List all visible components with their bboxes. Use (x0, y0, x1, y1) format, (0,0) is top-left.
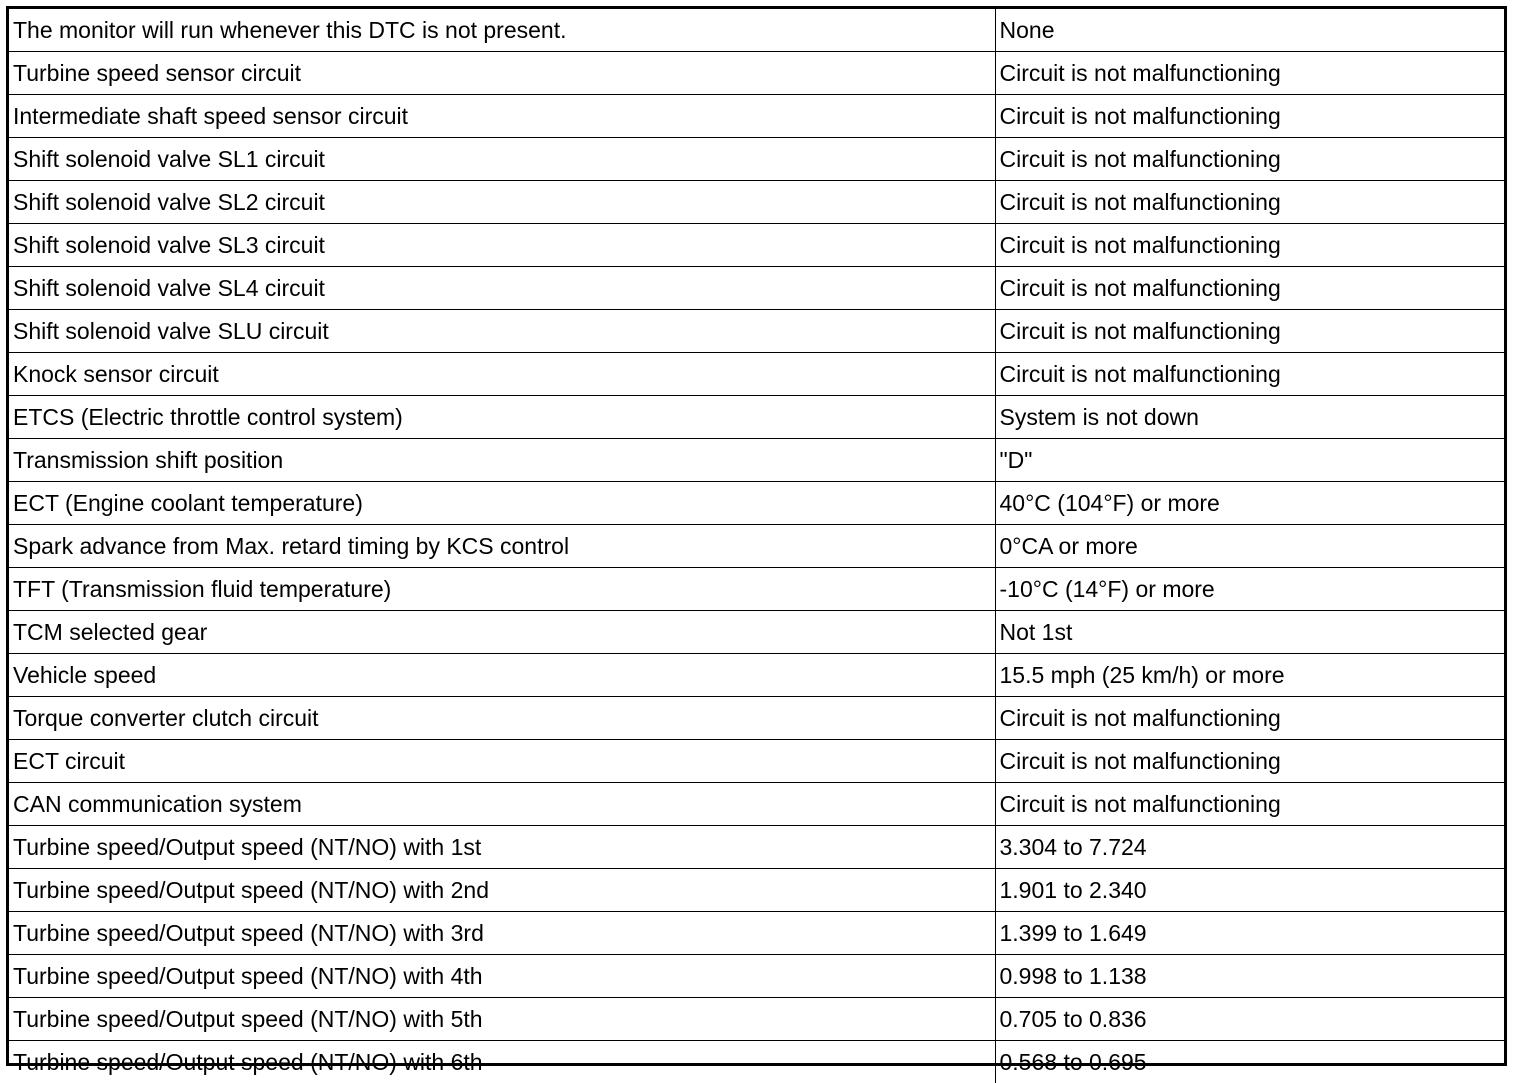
condition-cell: Turbine speed/Output speed (NT/NO) with 3rd (9, 912, 995, 955)
value-cell: Circuit is not malfunctioning (995, 353, 1504, 396)
condition-cell: Turbine speed sensor circuit (9, 52, 995, 95)
table-row (9, 439, 1504, 482)
condition-cell: Shift solenoid valve SL4 circuit (9, 267, 995, 310)
value-cell: Circuit is not malfunctioning (995, 138, 1504, 181)
table-row (9, 52, 1504, 95)
value-cell: 40°C (104°F) or more (995, 482, 1504, 525)
condition-cell: Turbine speed/Output speed (NT/NO) with 5th (9, 998, 995, 1041)
table-row (9, 740, 1504, 783)
value-cell: Circuit is not malfunctioning (995, 310, 1504, 353)
table-row (9, 267, 1504, 310)
value-cell: 0.998 to 1.138 (995, 955, 1504, 998)
table-row (9, 396, 1504, 439)
condition-cell: Intermediate shaft speed sensor circuit (9, 95, 995, 138)
condition-cell: ECT circuit (9, 740, 995, 783)
value-cell: Circuit is not malfunctioning (995, 181, 1504, 224)
table-row (9, 912, 1504, 955)
value-cell: 3.304 to 7.724 (995, 826, 1504, 869)
value-cell: Circuit is not malfunctioning (995, 95, 1504, 138)
condition-cell: TCM selected gear (9, 611, 995, 654)
value-cell: -10°C (14°F) or more (995, 568, 1504, 611)
condition-cell: Vehicle speed (9, 654, 995, 697)
table-row (9, 826, 1504, 869)
condition-cell: Shift solenoid valve SLU circuit (9, 310, 995, 353)
table-row (9, 955, 1504, 998)
table-row (9, 783, 1504, 826)
condition-cell: Turbine speed/Output speed (NT/NO) with 2nd (9, 869, 995, 912)
condition-cell: Knock sensor circuit (9, 353, 995, 396)
condition-cell: Shift solenoid valve SL1 circuit (9, 138, 995, 181)
value-cell: 0.705 to 0.836 (995, 998, 1504, 1041)
value-cell: 1.901 to 2.340 (995, 869, 1504, 912)
condition-cell: Turbine speed/Output speed (NT/NO) with 6th (9, 1041, 995, 1083)
condition-cell: CAN communication system (9, 783, 995, 826)
condition-cell: Torque converter clutch circuit (9, 697, 995, 740)
value-cell: Circuit is not malfunctioning (995, 224, 1504, 267)
condition-cell: TFT (Transmission fluid temperature) (9, 568, 995, 611)
table-row (9, 1041, 1504, 1083)
value-cell: Circuit is not malfunctioning (995, 783, 1504, 826)
value-cell: Circuit is not malfunctioning (995, 52, 1504, 95)
table-row (9, 138, 1504, 181)
value-cell: "D" (995, 439, 1504, 482)
value-cell: System is not down (995, 396, 1504, 439)
table-row (9, 9, 1504, 52)
table-row (9, 654, 1504, 697)
table-row (9, 869, 1504, 912)
value-cell: 15.5 mph (25 km/h) or more (995, 654, 1504, 697)
condition-cell: Transmission shift position (9, 439, 995, 482)
condition-cell: ETCS (Electric throttle control system) (9, 396, 995, 439)
value-cell: Circuit is not malfunctioning (995, 740, 1504, 783)
conditions-table-frame (6, 6, 1507, 1066)
value-cell: Circuit is not malfunctioning (995, 267, 1504, 310)
value-cell: Circuit is not malfunctioning (995, 697, 1504, 740)
table-row (9, 482, 1504, 525)
table-row (9, 224, 1504, 267)
value-cell: 0.568 to 0.695 (995, 1041, 1504, 1083)
table-row (9, 568, 1504, 611)
table-row (9, 525, 1504, 568)
table-row (9, 697, 1504, 740)
condition-cell: Shift solenoid valve SL3 circuit (9, 224, 995, 267)
condition-cell: ECT (Engine coolant temperature) (9, 482, 995, 525)
table-row (9, 95, 1504, 138)
table-row (9, 310, 1504, 353)
table-row (9, 181, 1504, 224)
condition-cell: The monitor will run whenever this DTC is not present. (9, 9, 995, 52)
table-row (9, 611, 1504, 654)
value-cell: None (995, 9, 1504, 52)
value-cell: 1.399 to 1.649 (995, 912, 1504, 955)
condition-cell: Turbine speed/Output speed (NT/NO) with 4th (9, 955, 995, 998)
condition-cell: Spark advance from Max. retard timing by KCS control (9, 525, 995, 568)
table-row (9, 353, 1504, 396)
value-cell: 0°CA or more (995, 525, 1504, 568)
table-row (9, 998, 1504, 1041)
value-cell: Not 1st (995, 611, 1504, 654)
conditions-table (9, 9, 1504, 1083)
condition-cell: Shift solenoid valve SL2 circuit (9, 181, 995, 224)
condition-cell: Turbine speed/Output speed (NT/NO) with 1st (9, 826, 995, 869)
